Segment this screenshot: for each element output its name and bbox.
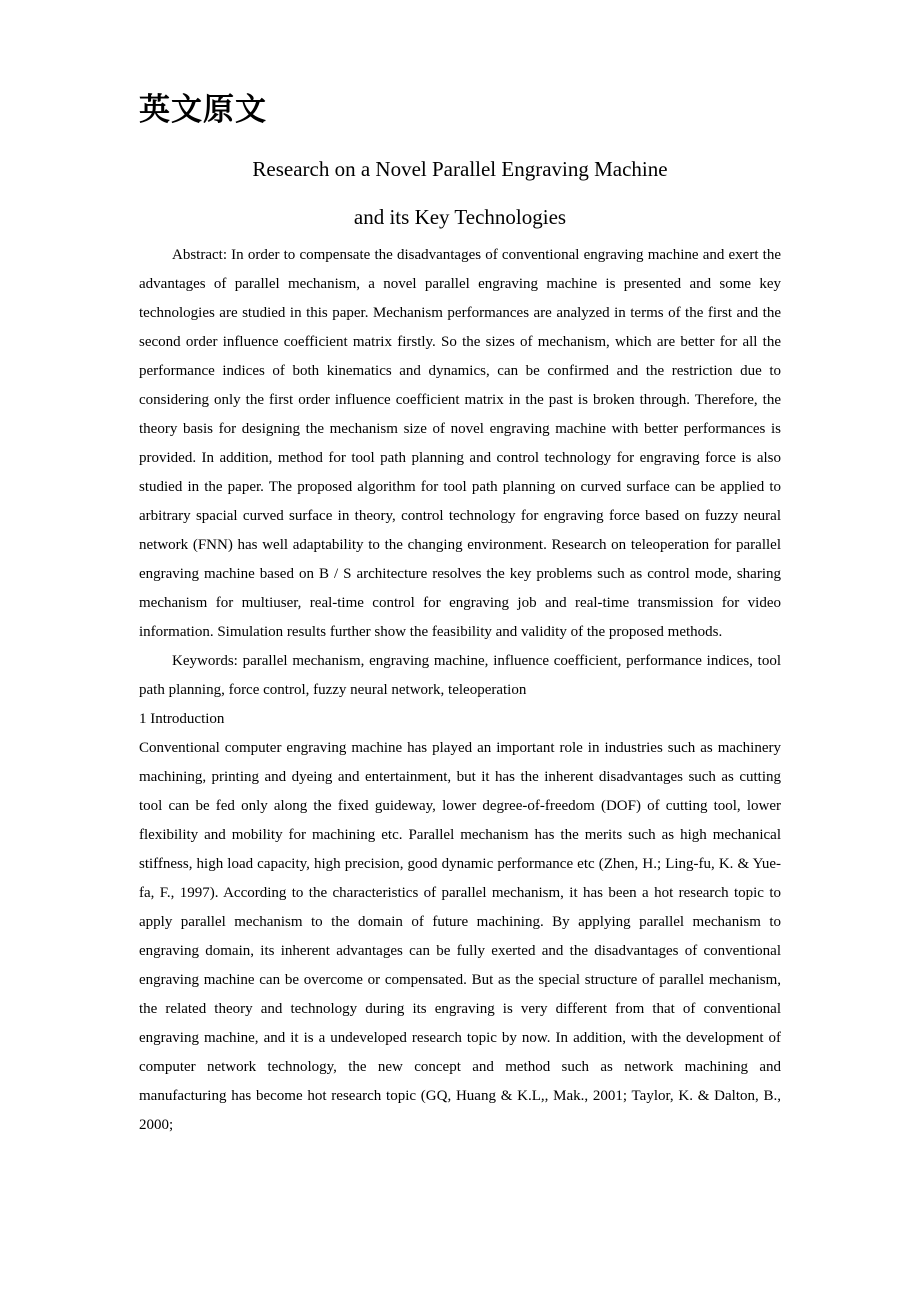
introduction-paragraph: Conventional computer engraving machine has played an important role in industries such as machinery machining, printing and dyeing and entertainment, but it has the inherent disadvantages such as cutting tool can be fed only along the fixed guideway, lower degree-of-freedom (DOF) of cutting tool, lower flexibility and mobility for machining etc. Parallel mechanism has the merits such as high mechanical stiffness, high load capacity, high precision, good dynamic performance etc (Zhen, H.; Ling-fu, K. & Yue-fa, F., 1997). According to the characteristics of parallel mechanism, it has been a hot research topic to apply parallel mechanism to the domain of future machining. By applying parallel mechanism to engraving domain, its inherent advantages can be fully exerted and the disadvantages of conventional engraving machine can be overcome or compensated. But as the special structure of parallel mechanism, the related theory and technology during its engraving is very different from that of conventional engraving machine, and it is a undeveloped research topic by now. In addition, with the development of computer network technology, the new concept and method such as network machining and manufacturing has become hot research topic (GQ, Huang & K.L,, Mak., 2001; Taylor, K. & Dalton, B., 2000; bbox=[139, 740, 781, 1133]
body-text bbox=[139, 241, 781, 1140]
section-heading-introduction: 1 Introduction bbox=[139, 711, 225, 727]
paper-title-line-1: Research on a Novel Parallel Engraving Machine bbox=[252, 157, 668, 181]
paper-title-line-2: and its Key Technologies bbox=[353, 205, 567, 229]
abstract-paragraph: Abstract: In order to compensate the disadvantages of conventional engraving machine and exert the advantages of parallel mechanism, a novel parallel engraving machine is presented and some key technologies are studied in this paper. Mechanism performances are analyzed in terms of the first and the second order influence coefficient matrix firstly. So the sizes of mechanism, which are better for all the performance indices of both kinematics and dynamics, can be confirmed and the restriction due to considering only the first order influence coefficient matrix in the past is broken through. Therefore, the theory basis for designing the mechanism size of novel engraving machine with better performances is provided. In addition, method for tool path planning and control technology for engraving force is also studied in the paper. The proposed algorithm for tool path planning on curved surface can be applied to arbitrary spacial curved surface in theory, control technology for engraving force based on fuzzy neural network (FNN) has well adaptability to the changing environment. Research on teleoperation for parallel engraving machine based on B / S architecture resolves the key problems such as control mode, sharing mechanism for multiuser, real-time control for engraving job and real-time transmission for video information. Simulation results further show the feasibility and validity of the proposed methods. bbox=[139, 247, 781, 640]
section-heading-chinese: 英文原文 bbox=[139, 92, 267, 128]
keywords-paragraph: Keywords: parallel mechanism, engraving machine, influence coefficient, performance indices, tool path planning, force control, fuzzy neural network, teleoperation bbox=[139, 653, 781, 698]
